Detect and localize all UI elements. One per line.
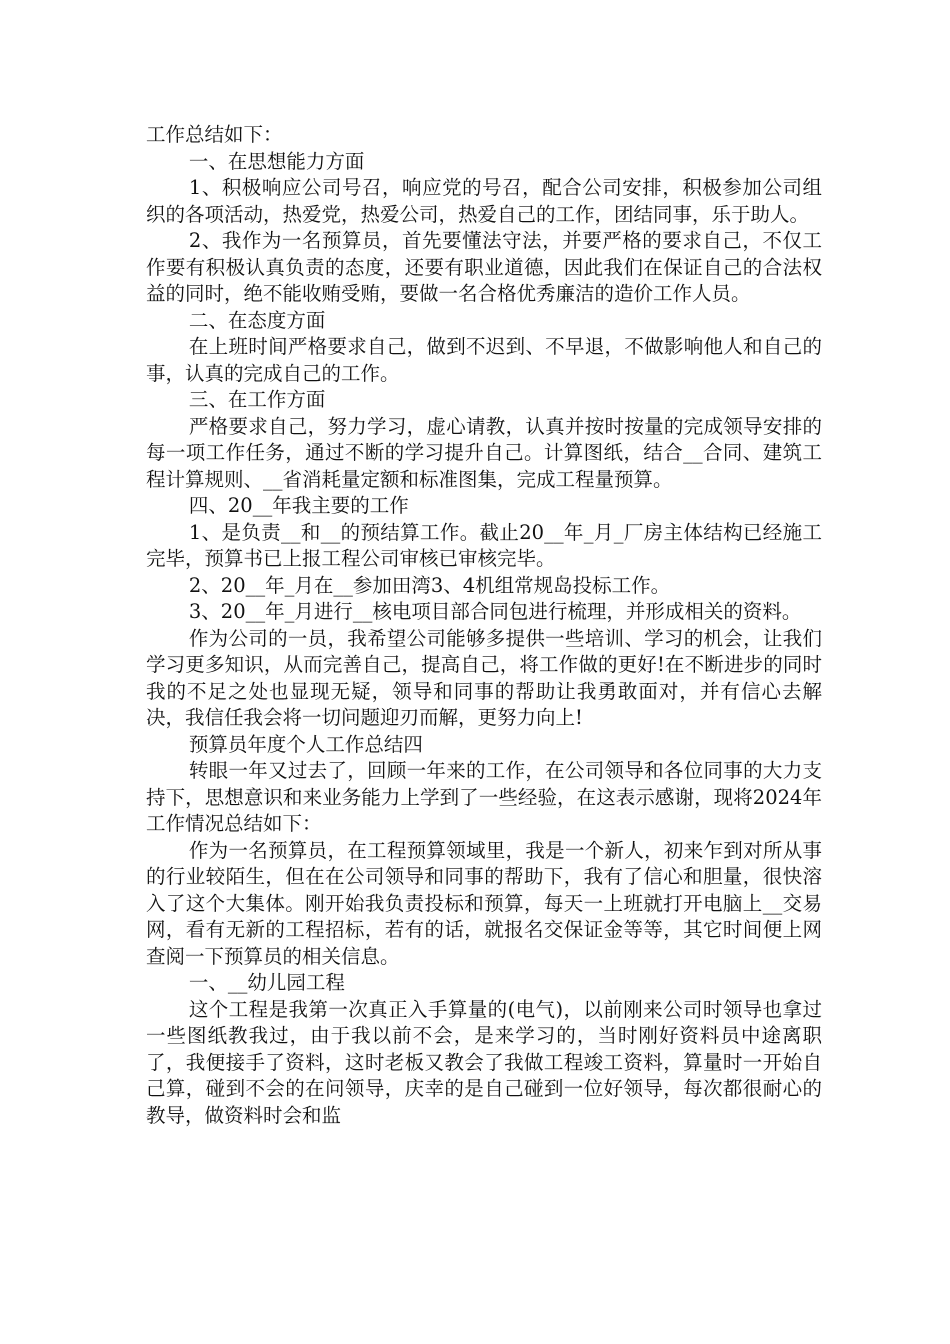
paragraph: 2、20__年_月在__参加田湾3、4机组常规岛投标工作。 <box>188 573 671 597</box>
paragraph: 1、积极响应公司号召，响应党的号召，配合公司安排，积极参加公司组织的各项活动，热爱党，热爱公司，热爱自己的工作，团结同事，乐于助人。 <box>146 176 822 226</box>
paragraph: 严格要求自己，努力学习，虚心请教，认真并按时按量的完成领导安排的每一项工作任务，通过不断的学习提升自己。计算图纸，结合__合同、建筑工程计算规则、__省消耗量定额和标准图集，完成工程量预算。 <box>146 414 822 491</box>
paragraph: 在上班时间严格要求自己，做到不迟到、不早退，不做影响他人和自己的事，认真的完成自己的工作。 <box>146 335 822 385</box>
paragraph: 这个工程是我第一次真正入手算量的(电气)，以前刚来公司时领导也拿过一些图纸教我过，由于我以前不会，是来学习的，当时刚好资料员中途离职了，我便接手了资料，这时老板又教会了我做工程竣工资料，算量时一开始自己算，碰到不会的在问领导，庆幸的是自己碰到一位好领导，每次都很耐心的教导，做资料时会和监 <box>146 997 822 1127</box>
paragraph: 工作总结如下： <box>146 123 283 146</box>
paragraph: 作为一名预算员，在工程预算领域里，我是一个新人，初来乍到对所从事的行业较陌生，但在在公司领导和同事的帮助下，我有了信心和胆量，很快溶入了这个大集体。刚开始我负责投标和预算，每天一上班就打开电脑上__交易网，看有无新的工程招标，若有的话，就报名交保证金等等，其它时间便上网查阅一下预算员的相关信息。 <box>146 838 822 968</box>
section-heading: 二、在态度方面 <box>188 308 326 332</box>
section-heading: 一、在思想能力方面 <box>188 149 365 173</box>
paragraph: 2、我作为一名预算员，首先要懂法守法，并要严格的要求自己，不仅工作要有积极认真负责的态度，还要有职业道德，因此我们在保证自己的合法权益的同时，绝不能收贿受贿，要做一名合格优秀廉洁的造价工作人员。 <box>146 229 822 305</box>
paragraph: 转眼一年又过去了，回顾一年来的工作，在公司领导和各位同事的大力支持下，思想意识和来业务能力上学到了一些经验，在这表示感谢，现将2024年工作情况总结如下： <box>146 759 822 835</box>
section-heading: 三、在工作方面 <box>188 388 326 411</box>
paragraph: 作为公司的一员，我希望公司能够多提供一些培训、学习的机会，让我们学习更多知识，从而完善自己，提高自己，将工作做的更好!在不断进步的同时我的不足之处也显现无疑，领导和同事的帮助让我勇敢面对，并有信心去解决，我信任我会将一切问题迎刃而解，更努力向上! <box>146 626 822 729</box>
section-heading: 四、20__年我主要的工作 <box>188 494 409 517</box>
document-subtitle: 预算员年度个人工作总结四 <box>188 732 423 756</box>
section-heading: 一、__幼儿园工程 <box>188 971 345 994</box>
paragraph: 1、是负责__和__的预结算工作。截止20__年_月_厂房主体结构已经施工完毕，预算书已上报工程公司审核已审核完毕。 <box>146 520 822 570</box>
paragraph: 3、20__年_月进行__核电项目部合同包进行梳理，并形成相关的资料。 <box>188 600 802 623</box>
document-body <box>146 122 822 1129</box>
